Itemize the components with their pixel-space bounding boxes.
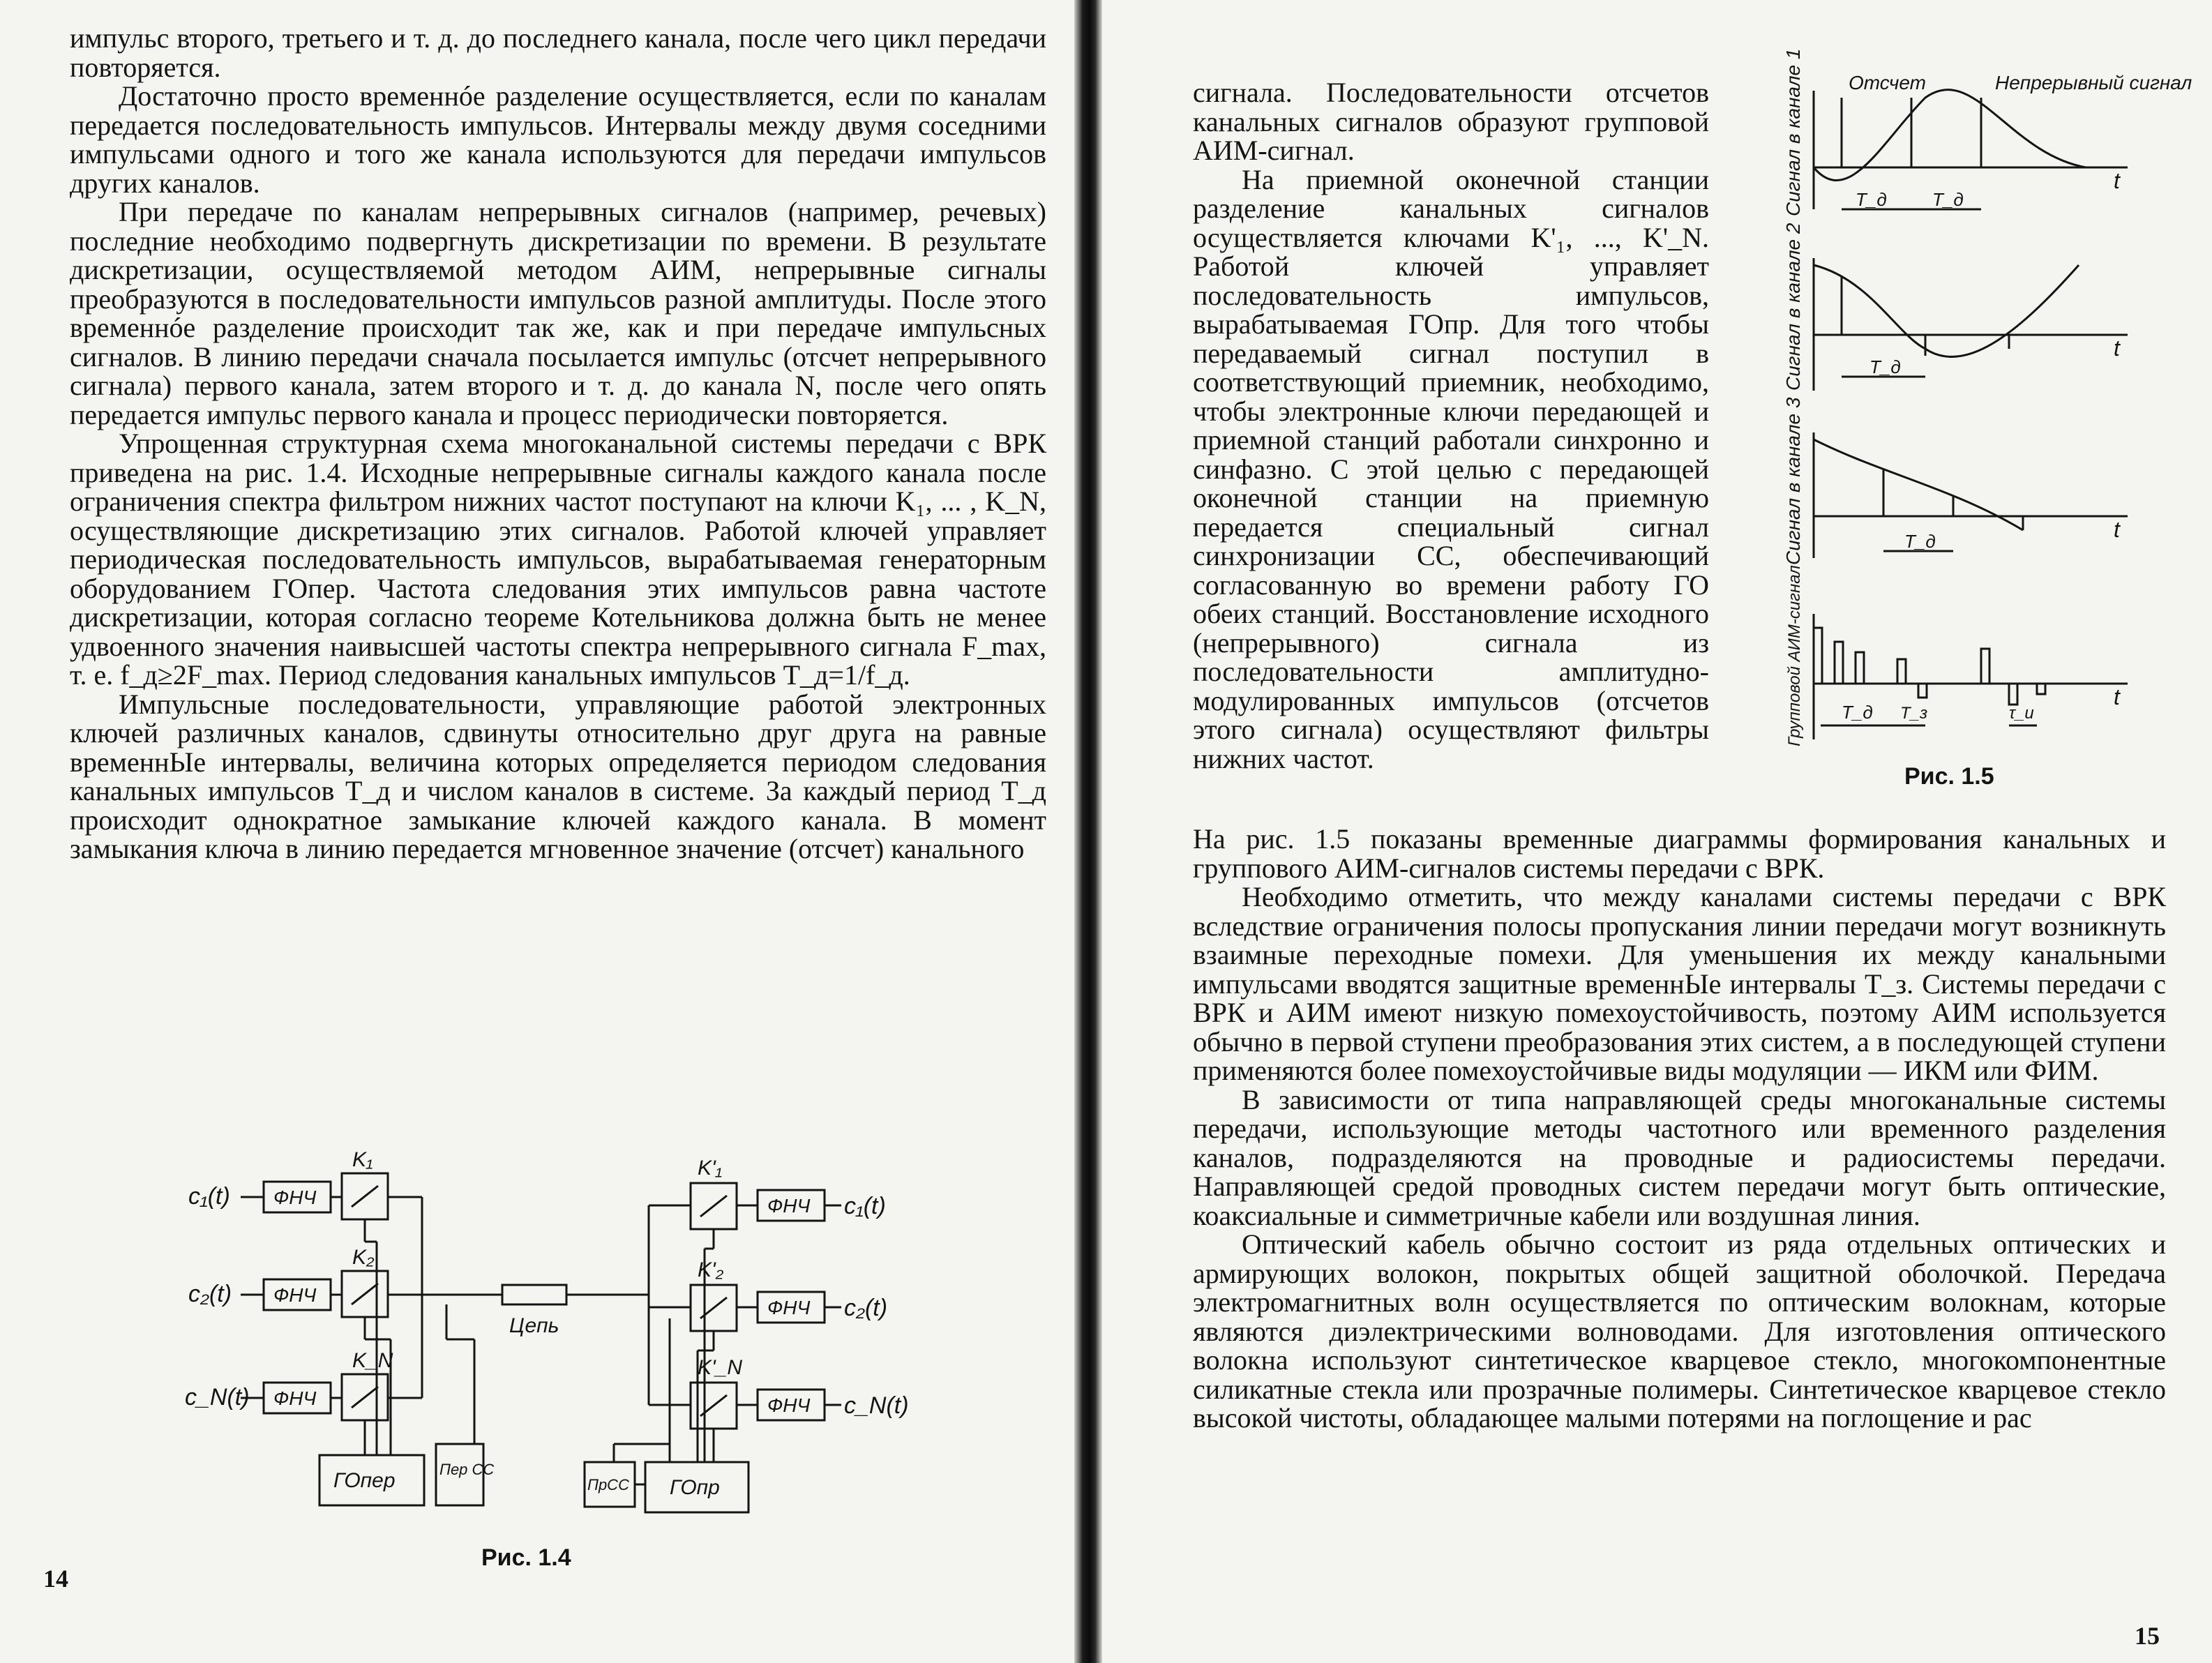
fig14-rx-key-n: K'_N (698, 1356, 743, 1379)
fig14-go-tx: ГОпер (333, 1469, 396, 1492)
fig14-key-n: K_N (352, 1349, 393, 1372)
fig15-t-3: t (2114, 517, 2120, 542)
figure-1-5-caption: Рис. 1.5 (1904, 763, 1994, 790)
fig15-t-4: t (2114, 684, 2120, 709)
fig14-input-2: c₂(t) (188, 1281, 232, 1307)
paragraph: сигнала. Последовательности отсчетов канальных сигналов образуют групповой АИМ-сигнал. (1193, 77, 1709, 166)
fig15-label-continuous: Непрерывный сигнал (1995, 72, 2192, 93)
fig14-output-n: c_N(t) (844, 1392, 909, 1419)
paragraph: импульс второго, третьего и т. д. до последнего канала, после чего цикл передачи повторяется. (70, 22, 1046, 83)
paragraph: Необходимо отметить, что между каналами системы передачи с ВРК вследствие ограничения полосы пропускания линии передачи могут возникнуть взаимные переходные помехи. Для уменьшения их между канальными импульсами вводятся защитные временнЫе интервалы T_з. Системы передачи с ВРК и АИМ имеют низкую помехоустойчивость, поэтому АИМ используется обычно в первой ступени преобразования этих систем, а в последующей ступени применяются более помехоустойчивые виды модуляции — ИКМ или ФИМ. (1193, 881, 2166, 1086)
fig14-input-n: c_N(t) (185, 1384, 250, 1410)
fig14-go-rx: ГОпр (670, 1476, 720, 1499)
fig14-rx-key-1: K'₁ (698, 1157, 723, 1180)
paragraph: На приемной оконечной станции разделение канальных сигналов осуществляется ключами K'₁, ..., K'_N. Работой ключей управляет последовательность импульсов, вырабатываемая ГОпр. Для того чтобы передаваемый сигнал поступил в соответствующий приемник, необходимо, чтобы электронные ключи передающей и приемной станций работали синхронно и синфазно. С этой целью с передающей оконечной станции на приемную передается специальный сигнал синхронизации СС, обеспечивающий согласованную во времени работу ГО обеих станций. Восстановление исходного (непрерывного) сигнала из последовательности амплитудно-модулированных импульсов (отсчетов этого сигнала) осуществляют фильтры нижних частот. (1193, 163, 1709, 774)
fig14-line-label: Цепь (509, 1314, 559, 1337)
page-number-left: 14 (43, 1565, 68, 1593)
fig15-t-1: t (2114, 168, 2120, 193)
fig15-td-3: T_д (1904, 531, 1936, 552)
fig15-td-2: T_д (1869, 356, 1901, 377)
figure-1-4-caption: Рис. 1.4 (481, 1544, 571, 1571)
fig15-td-1b: T_д (1932, 189, 1964, 210)
fig15-tu: τ_и (2009, 704, 2034, 723)
fig14-output-2: c₂(t) (844, 1295, 888, 1321)
fig14-filter-1: ФНЧ (273, 1187, 317, 1208)
fig15-axis-2: Сигнал в канале 2 (1782, 223, 1804, 391)
fig14-rx-key-2: K'₂ (698, 1258, 724, 1281)
fig14-input-1: c₁(t) (188, 1183, 230, 1210)
fig15-label-sample: Отсчет (1849, 72, 1926, 93)
fig14-sync-tx: Пер СС (439, 1461, 495, 1478)
fig15-td-1: T_д (1856, 189, 1887, 210)
fig14-key-1: K₁ (352, 1148, 373, 1171)
fig14-sync-rx: ПрСС (587, 1476, 629, 1493)
fig15-axis-1: Сигнал в канале 1 (1782, 48, 1804, 216)
paragraph: Импульсные последовательности, управляющие работой электронных ключей различных каналов, сдвинуты относительно друг друга на равные временнЫе интервалы, величина которых определяется периодом следования канальных импульсов T_д и числом каналов в системе. За каждый период T_д происходит однократное замыкание ключей каждого канала. В момент замыкания ключа в линию передается мгновенное значение (отсчет) канального (70, 688, 1046, 864)
fig15-t-2: t (2114, 336, 2120, 361)
paragraph: Достаточно просто временнóе разделение осуществляется, если по каналам передается последовательность импульсов. Интервалы между двумя соседними импульсами одного и того же канала используются для передачи импульсов других каналов. (70, 80, 1046, 199)
paragraph: При передаче по каналам непрерывных сигналов (например, речевых) последние необходимо подвергнуть дискретизации по времени. В результате дискретизации, осуществляемой методом АИМ, непрерывные сигналы преобразуются в последовательности импульсов разной амплитуды. После этого временнóе разделение происходит так же, как и при передаче импульсных сигналов. В линию передачи сначала посылается импульс (отсчет непрерывного сигнала) первого канала, затем второго и т. д. до канала N, после чего опять передается импульс первого канала и процесс периодически повторяется. (70, 196, 1046, 430)
paragraph: В зависимости от типа направляющей среды многоканальные системы передачи, использующие методы частотного или временного разделения каналов, подразделяются на проводные и радиосистемы передачи. Направляющей средой проводных систем передачи могут быть оптические, коаксиальные и симметричные кабели или воздушная линия. (1193, 1083, 2166, 1231)
right-page-text (1193, 825, 2166, 1433)
fig14-filter-2: ФНЧ (273, 1284, 317, 1306)
fig15-axis-3: Сигнал в канале 3 (1782, 397, 1804, 565)
page-number-right: 15 (2135, 1622, 2160, 1650)
paragraph: На рис. 1.5 показаны временные диаграммы формирования канальных и группового АИМ-сигналов системы передачи с ВРК. (1193, 823, 2166, 884)
paragraph: Упрощенная структурная схема многоканальной системы передачи с ВРК приведена на рис. 1.4. Исходные непрерывные сигналы каждого канала после ограничения спектра фильтром нижних частот поступают на ключи K₁, ... , K_N, осуществляющие дискретизацию этих сигналов. Работой ключей управляет периодическая последовательность импульсов, вырабатываемая генераторным оборудованием ГОпер. Частота следования этих импульсов равна частоте дискретизации, которая согласно теореме Котельникова должна быть не менее удвоенного значения наивысшей частоты спектра непрерывного сигнала F_max, т. е. f_д≥2F_max. Период следования канальных импульсов T_д=1/f_д. (70, 428, 1046, 691)
fig14-rx-filter-2: ФНЧ (767, 1297, 811, 1318)
fig15-td-4: T_д (1842, 702, 1873, 723)
fig14-key-2: K₂ (352, 1246, 375, 1269)
fig14-output-1: c₁(t) (844, 1193, 886, 1219)
fig15-tz: T_з (1900, 704, 1928, 723)
paragraph: Оптический кабель обычно состоит из ряда отдельных оптических и армирующих волокон, покрытых общей защитной оболочкой. Передача электромагнитных волн осуществляется по оптическим волокнам, которые являются диэлектрическими волноводами. Для изготовления оптического волокна используют синтетическое кварцевое стекло, многокомпонентные силикатные стекла или прозрачные полимеры. Синтетическое кварцевое стекло высокой чистоты, обладающее малыми потерями на поглощение и рас (1193, 1228, 2166, 1434)
fig14-rx-filter-n: ФНЧ (767, 1394, 811, 1416)
fig14-filter-n: ФНЧ (273, 1387, 317, 1409)
fig14-rx-filter-1: ФНЧ (767, 1195, 811, 1217)
fig15-axis-4: Групповой АИМ-сигнал (1785, 565, 1804, 746)
